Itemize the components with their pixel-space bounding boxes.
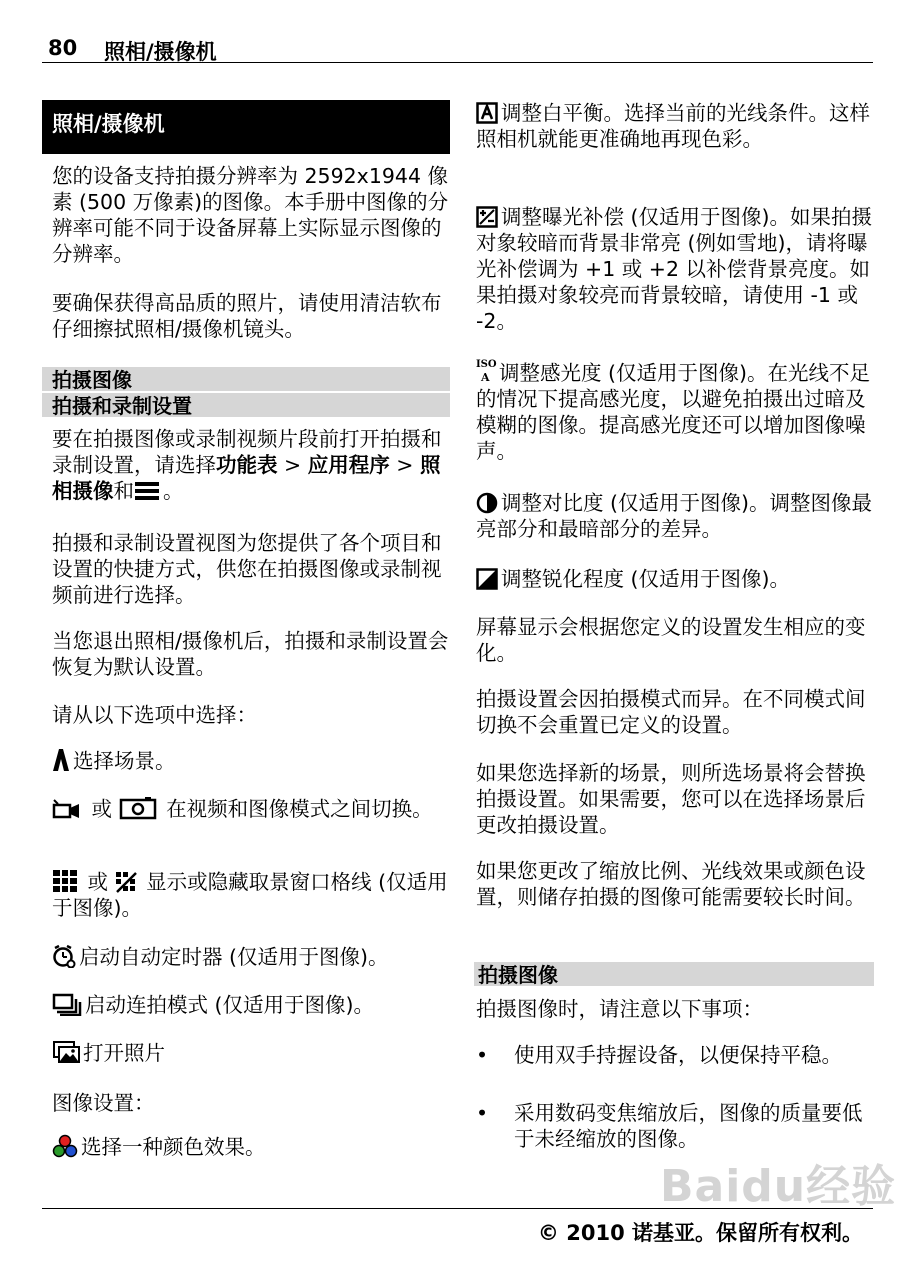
restore-paragraph: 当您退出照相/摄像机后，拍摄和录制设置会恢复为默认设置。 [52,629,449,679]
section-heading [42,367,450,391]
mode-note-paragraph: 拍摄设置会因拍摄模式而异。在不同模式间切换不会重置已定义的设置。 [476,687,866,737]
section-title: 拍摄图像 [52,368,132,392]
iso-paragraph: ISO A 调整感光度 (仅适用于图像)。在光线不足的情况下提高感光度，以避免拍摄出过暗及模糊的图像。提高感光度还可以增加图像噪声。 [476,359,871,463]
page-number: 80 [48,36,78,60]
page-footer [42,1208,873,1245]
sharpness-paragraph: 调整锐化程度 (仅适用于图像)。 [476,566,872,592]
contrast-icon [476,492,498,514]
intro-paragraph-1: 您的设备支持拍摄分辨率为 2592x1944 像素 (500 万像素)的图像。本手册中图像的分辨率可能不同于设备屏幕上实际显示图像的分辨率。 [52,164,449,266]
iso-icon: ISO A [476,359,497,384]
copyright-text: © 2010 诺基亚。保留所有权利。 [537,1221,863,1245]
menu-icon [134,480,160,502]
subsection-title: 拍摄和录制设置 [52,394,192,418]
option-open-photo: 打开照片 [52,1040,450,1066]
section-heading-right [474,962,874,986]
photo-gallery-icon [52,1040,80,1064]
video-camera-icon [52,798,82,820]
chapter-title: 照相/摄像机 [52,112,165,136]
image-settings-label: 图像设置： [52,1091,155,1115]
menu-functions: 功能表 [216,453,278,477]
chapter-title-bar [42,100,450,154]
page-header [42,34,873,63]
photo-camera-icon [119,796,157,820]
list-item: • 采用数码变焦缩放后，图像的质量要低于未经缩放的图像。 [476,1101,863,1151]
exposure-icon [476,206,498,228]
zoom-note-paragraph: 如果您更改了缩放比例、光线效果或颜色设置，则储存拍摄的图像可能需要较长时间。 [476,859,866,909]
list-item: • 使用双手持握设备，以便保持平稳。 [476,1043,842,1067]
capture-intro: 拍摄图像时，请注意以下事项： [476,997,763,1021]
grid-on-icon [52,869,78,893]
grid-off-icon [115,871,137,893]
intro-paragraph-2: 要确保获得高品质的照片，请使用清洁软布仔细擦拭照相/摄像机镜头。 [52,291,442,341]
burst-mode-icon [52,992,82,1016]
watermark: Baidu经验 [660,1161,897,1212]
white-balance-icon [476,102,498,124]
option-self-timer: 启动自动定时器 (仅适用于图像)。 [52,944,450,970]
option-burst: 启动连拍模式 (仅适用于图像)。 [52,992,450,1018]
white-balance-paragraph: 调整白平衡。选择当前的光线条件。这样照相机就能更准确地再现色彩。 [476,101,870,151]
header-title: 照相/摄像机 [104,40,217,64]
scene-icon [52,748,70,772]
sharpness-icon [476,568,498,590]
choose-paragraph: 请从以下选项中选择： [52,703,257,727]
screen-change-paragraph: 屏幕显示会根据您定义的设置发生相应的变化。 [476,615,866,665]
menu-camera: 照相摄像 [52,453,441,503]
section-title-right: 拍摄图像 [478,963,558,987]
self-timer-icon [52,944,76,968]
scene-note-paragraph: 如果您选择新的场景，则所选场景将会替换拍摄设置。如果需要，您可以在选择场景后更改拍摄设置。 [476,761,866,837]
subsection-heading [42,393,450,417]
settings-paragraph: 要在拍摄图像或录制视频片段前打开拍摄和录制设置，请选择功能表 > 应用程序 > 照相摄像和 。 [52,427,442,503]
exposure-paragraph: 调整曝光补偿 (仅适用于图像)。如果拍摄对象较暗而背景非常亮 (例如雪地)，请将曝光补偿调为 +1 或 +2 以补偿背景亮度。如果拍摄对象较亮而背景较暗，请使用 -1 或 -2。 [476,205,873,333]
option-grid: 或 显示或隐藏取景窗口格线 (仅适用于图像)。 [52,870,448,920]
option-color-effect: 选择一种颜色效果。 [52,1134,450,1160]
view-paragraph: 拍摄和录制设置视图为您提供了各个项目和设置的快捷方式，供您在拍摄图像或录制视频前进行选择。 [52,531,442,607]
option-switch-mode: 或 在视频和图像模式之间切换。 [52,796,450,822]
menu-applications: 应用程序 [307,453,390,477]
color-effect-icon [52,1134,78,1158]
contrast-paragraph: 调整对比度 (仅适用于图像)。调整图像最亮部分和最暗部分的差异。 [476,491,873,541]
option-scene: 选择场景。 [52,748,450,774]
